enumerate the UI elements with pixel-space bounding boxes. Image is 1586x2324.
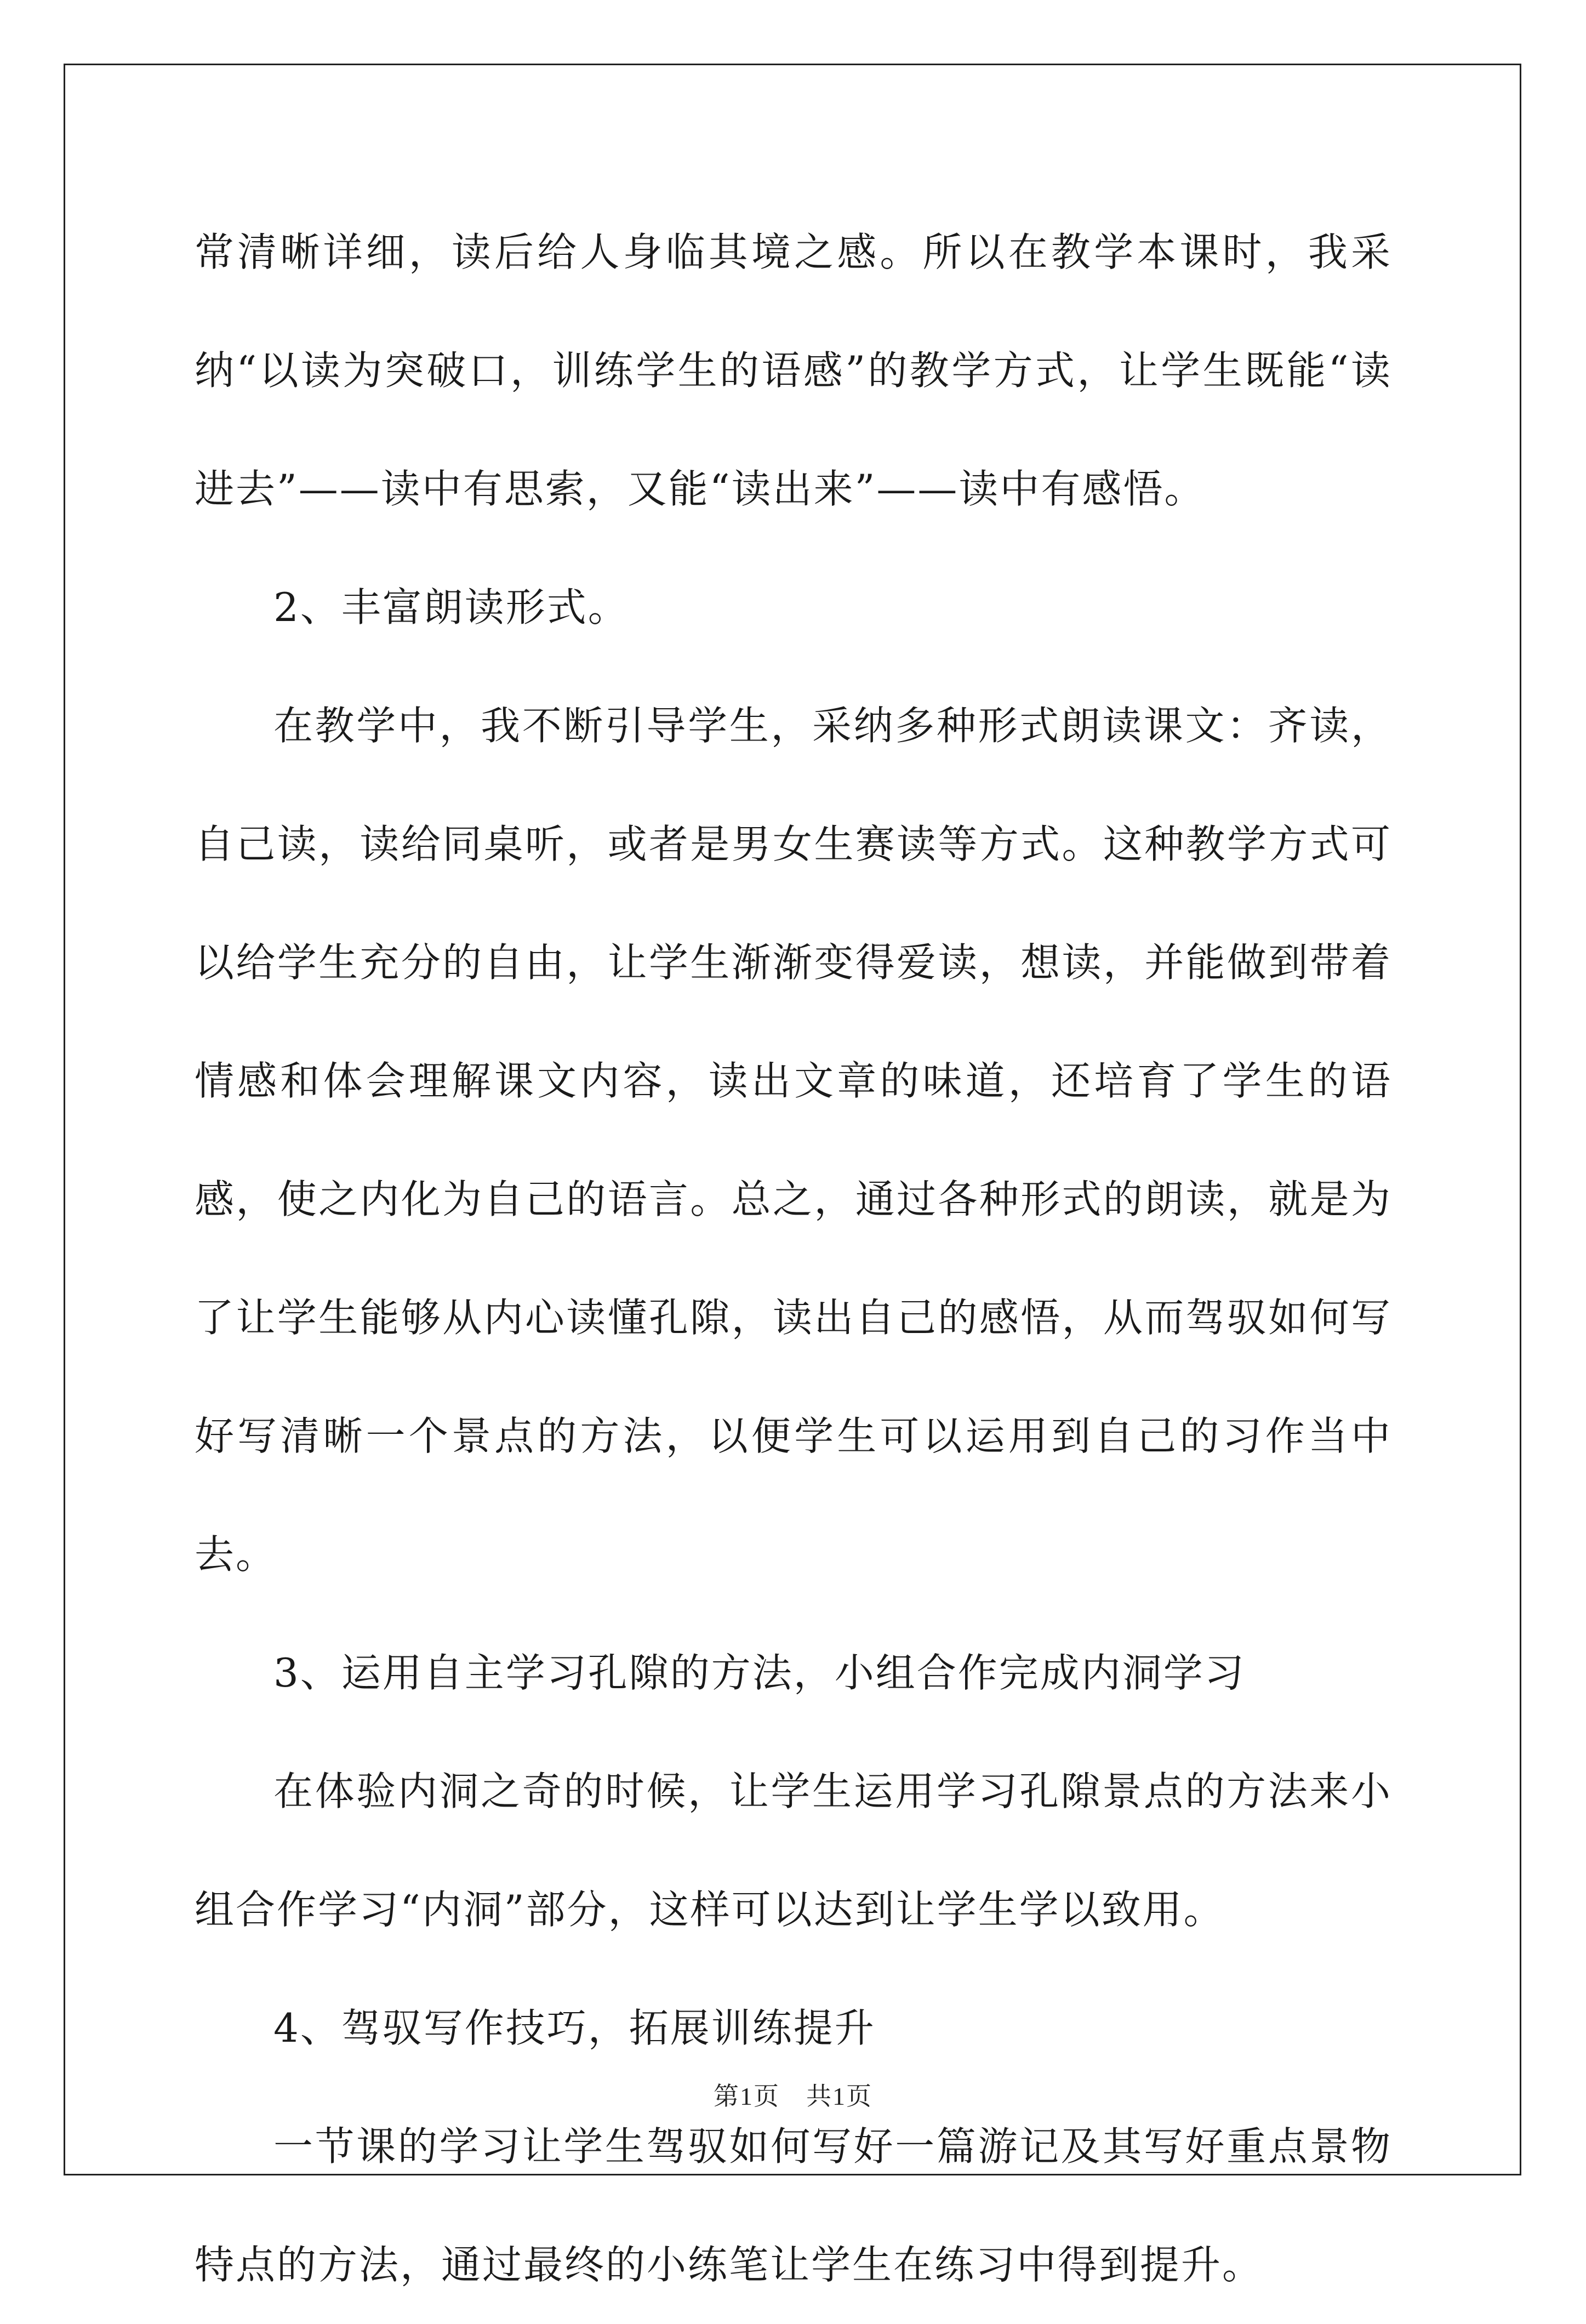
paragraph-continuation: 常清晰详细，读后给人身临其境之感。所以在教学本课时，我采纳“以读为突破口，训练学生的语感”的教学方式，让学生既能“读进去”——读中有思索，又能“读出来”——读中有感悟。 <box>195 229 1392 512</box>
page-footer: 第1页 共1页 <box>714 2082 872 2110</box>
document-body <box>195 193 1392 2324</box>
paragraph-reading-forms: 在教学中，我不断引导学生，采纳多种形式朗读课文：齐读，自己读，读给同桌听，或者是男女生赛读等方式。这种教学方式可以给学生充分的自由，让学生渐渐变得爱读，想读，并能做到带着情感和体会理解课文内容，读出文章的味道，还培育了学生的语感，使之内化为自己的语言。总之，通过各种形式的朗读，就是为了让学生能够从内心读懂孔隙，读出自己的感悟，从而驾驭如何写好写清晰一个景点的方法，以便学生可以运用到自己的习作当中去。 <box>195 703 1392 1577</box>
heading-writing-skills: 4、驾驭写作技巧，拓展训练提升 <box>273 2005 876 2051</box>
heading-rich-reading-forms: 2、丰富朗读形式。 <box>273 584 629 630</box>
heading-self-study-method: 3、运用自主学习孔隙的方法，小组合作完成内洞学习 <box>273 1650 1246 1696</box>
paragraph-writing-practice: 一节课的学习让学生驾驭如何写好一篇游记及其写好重点景物特点的方法，通过最终的小练笔让学生在练习中得到提升。 <box>195 2123 1392 2288</box>
paragraph-inner-cave: 在体验内洞之奇的时候，让学生运用学习孔隙景点的方法来小组合作学习“内洞”部分，这样可以达到让学生学以致用。 <box>195 1768 1392 1933</box>
